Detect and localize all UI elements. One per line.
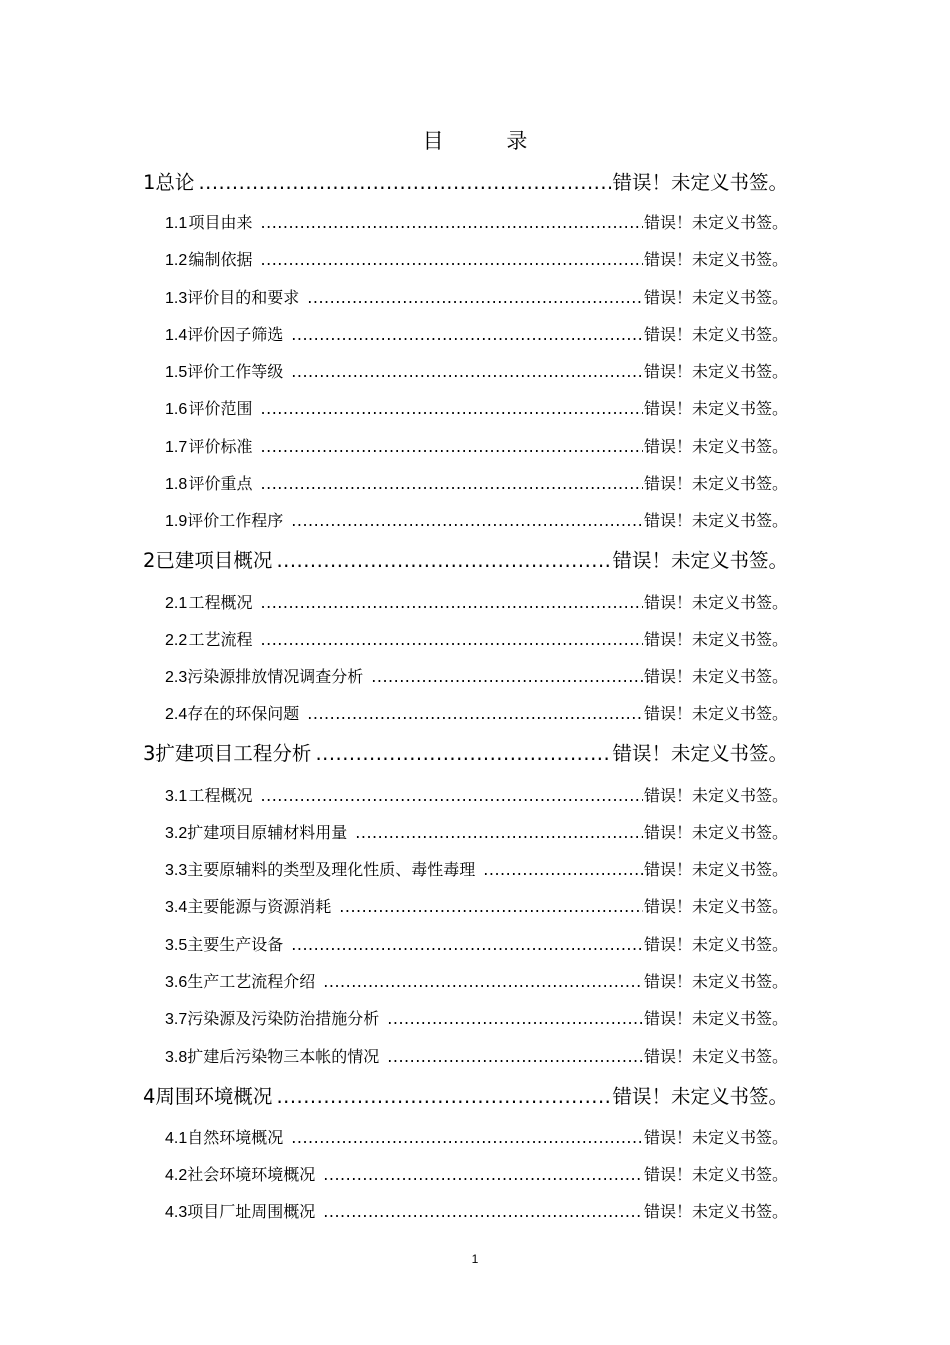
toc-entry-page-ref: 错误！未定义书签。 [643, 823, 788, 842]
toc-section-entry[interactable] [0, 590, 950, 613]
toc-section-entry[interactable] [0, 210, 950, 233]
toc-section-entry[interactable] [0, 1044, 950, 1067]
dot-leader [291, 325, 643, 344]
toc-entry-label: 评价工作等级 [187, 362, 284, 381]
toc-title: 目 录 [422, 129, 556, 153]
toc-section-entry[interactable] [0, 471, 950, 494]
dot-leader [261, 630, 643, 649]
toc-entry-number: 1.4 [165, 327, 188, 344]
toc-entry-number: 1.1 [165, 215, 188, 232]
toc-entry-page-ref: 错误！未定义书签。 [643, 704, 788, 723]
toc-entry-number: 1.2 [165, 252, 188, 269]
dot-leader [291, 935, 643, 954]
toc-entry-page-ref: 错误！未定义书签。 [643, 972, 788, 991]
toc-section-entry[interactable] [0, 932, 950, 955]
toc-entry-label: 评价目的和要求 [187, 288, 300, 307]
toc-entry-page-ref: 错误！未定义书签。 [643, 437, 788, 456]
toc-section-entry[interactable] [0, 247, 950, 270]
dot-leader [261, 786, 643, 805]
toc-entry-page-ref: 错误！未定义书签。 [612, 1085, 788, 1108]
toc-section-entry[interactable] [0, 1162, 950, 1185]
toc-entry-number: 3.4 [165, 899, 188, 916]
toc-entry-label: 存在的环保问题 [187, 704, 300, 723]
toc-section-entry[interactable] [0, 969, 950, 992]
toc-entry-number: 3.6 [165, 974, 188, 991]
toc-entry-number: 1.6 [165, 401, 188, 418]
toc-entry-label: 评价重点 [188, 474, 253, 493]
toc-entry-number: 3.3 [165, 862, 188, 879]
toc-entry-number: 1.8 [165, 476, 188, 493]
toc-entry-number: 3.1 [165, 788, 188, 805]
toc-entry-number: 4.1 [165, 1130, 188, 1147]
toc-entry-number: 4.3 [165, 1204, 188, 1221]
toc-entry-page-ref: 错误！未定义书签。 [643, 213, 788, 232]
toc-entry-label: 污染源排放情况调查分析 [187, 667, 364, 686]
toc-entry-number: 3.7 [165, 1011, 188, 1028]
dot-leader [307, 288, 643, 307]
toc-section-entry[interactable] [0, 820, 950, 843]
toc-entry-label: 评价因子筛选 [187, 325, 284, 344]
dot-leader [483, 860, 643, 879]
toc-entry-label: 工程概况 [188, 593, 253, 612]
dot-leader [198, 171, 611, 194]
toc-chapter-entry[interactable] [0, 545, 950, 573]
dot-leader [387, 1009, 643, 1028]
dot-leader [307, 704, 643, 723]
toc-entry-number: 2.2 [165, 632, 188, 649]
toc-section-entry[interactable] [0, 434, 950, 457]
dot-leader [339, 897, 643, 916]
toc-section-entry[interactable] [0, 1125, 950, 1148]
toc-entry-label: 工艺流程 [188, 630, 253, 649]
toc-entry-page-ref: 错误！未定义书签。 [612, 742, 788, 765]
toc-entry-label: 项目由来 [188, 213, 253, 232]
toc-entry-page-ref: 错误！未定义书签。 [643, 860, 788, 879]
toc-entry-number: 1.9 [165, 513, 188, 530]
dot-leader [276, 549, 611, 572]
toc-entry-number: 1.7 [165, 439, 188, 456]
toc-section-entry[interactable] [0, 396, 950, 419]
dot-leader [355, 823, 643, 842]
dot-leader [261, 213, 643, 232]
toc-entry-number: 1 [143, 171, 156, 194]
toc-section-entry[interactable] [0, 857, 950, 880]
toc-entry-label: 编制依据 [188, 250, 253, 269]
toc-entry-page-ref: 错误！未定义书签。 [643, 250, 788, 269]
toc-entry-page-ref: 错误！未定义书签。 [643, 897, 788, 916]
toc-entry-label: 自然环境概况 [187, 1128, 284, 1147]
toc-entry-number: 1.5 [165, 364, 188, 381]
toc-entry-page-ref: 错误！未定义书签。 [643, 593, 788, 612]
dot-leader [291, 362, 643, 381]
toc-section-entry[interactable] [0, 359, 950, 382]
dot-leader [276, 1085, 611, 1108]
toc-entry-page-ref: 错误！未定义书签。 [643, 474, 788, 493]
toc-entry-number: 3.8 [165, 1049, 188, 1066]
dot-leader [261, 474, 643, 493]
toc-section-entry[interactable] [0, 701, 950, 724]
dot-leader [261, 399, 643, 418]
toc-entry-page-ref: 错误！未定义书签。 [612, 549, 788, 572]
dot-leader [315, 742, 611, 765]
toc-entry-page-ref: 错误！未定义书签。 [612, 171, 788, 194]
toc-entry-page-ref: 错误！未定义书签。 [643, 1047, 788, 1066]
toc-section-entry[interactable] [0, 1199, 950, 1222]
toc-entry-page-ref: 错误！未定义书签。 [643, 935, 788, 954]
toc-entry-number: 2.4 [165, 706, 188, 723]
toc-entry-page-ref: 错误！未定义书签。 [643, 325, 788, 344]
toc-section-entry[interactable] [0, 664, 950, 687]
toc-entry-label: 已建项目概况 [155, 549, 273, 572]
toc-entry-page-ref: 错误！未定义书签。 [643, 1128, 788, 1147]
toc-entry-label: 扩建后污染物三本帐的情况 [187, 1047, 380, 1066]
toc-entry-label: 工程概况 [188, 786, 253, 805]
toc-entry-label: 评价工作程序 [187, 511, 284, 530]
toc-entry-page-ref: 错误！未定义书签。 [643, 1202, 788, 1221]
toc-entry-page-ref: 错误！未定义书签。 [643, 288, 788, 307]
toc-entry-page-ref: 错误！未定义书签。 [643, 1009, 788, 1028]
toc-entry-label: 项目厂址周围概况 [187, 1202, 316, 1221]
toc-entry-label: 社会环境环境概况 [187, 1165, 316, 1184]
toc-section-entry[interactable] [0, 285, 950, 308]
toc-entry-page-ref: 错误！未定义书签。 [643, 399, 788, 418]
toc-section-entry[interactable] [0, 894, 950, 917]
toc-section-entry[interactable] [0, 322, 950, 345]
toc-chapter-entry[interactable] [0, 167, 950, 195]
toc-entry-number: 3.5 [165, 937, 188, 954]
toc-entry-page-ref: 错误！未定义书签。 [643, 511, 788, 530]
toc-entry-number: 4.2 [165, 1167, 188, 1184]
toc-entry-label: 总论 [155, 171, 195, 194]
dot-leader [323, 1202, 643, 1221]
toc-entry-number: 2 [143, 549, 156, 572]
toc-section-entry[interactable] [0, 1006, 950, 1029]
toc-entry-number: 2.3 [165, 669, 188, 686]
toc-section-entry[interactable] [0, 508, 950, 531]
toc-entry-label: 污染源及污染防治措施分析 [187, 1009, 380, 1028]
toc-entry-label: 评价标准 [188, 437, 253, 456]
dot-leader [261, 250, 643, 269]
toc-entry-page-ref: 错误！未定义书签。 [643, 786, 788, 805]
dot-leader [371, 667, 643, 686]
toc-section-entry[interactable] [0, 627, 950, 650]
toc-chapter-entry[interactable] [0, 738, 950, 766]
toc-entry-label: 周围环境概况 [155, 1085, 273, 1108]
toc-entry-page-ref: 错误！未定义书签。 [643, 1165, 788, 1184]
toc-chapter-entry[interactable] [0, 1081, 950, 1109]
dot-leader [291, 511, 643, 530]
toc-entry-page-ref: 错误！未定义书签。 [643, 362, 788, 381]
toc-entry-number: 2.1 [165, 595, 188, 612]
dot-leader [261, 593, 643, 612]
toc-entry-page-ref: 错误！未定义书签。 [643, 630, 788, 649]
dot-leader [261, 437, 643, 456]
toc-entry-label: 生产工艺流程介绍 [187, 972, 316, 991]
toc-entry-number: 4 [143, 1085, 156, 1108]
toc-entry-label: 扩建项目工程分析 [155, 742, 312, 765]
toc-entry-page-ref: 错误！未定义书签。 [643, 667, 788, 686]
toc-section-entry[interactable] [0, 783, 950, 806]
dot-leader [387, 1047, 643, 1066]
toc-entry-label: 评价范围 [188, 399, 253, 418]
toc-entry-number: 3.2 [165, 825, 188, 842]
toc-entry-label: 主要能源与资源消耗 [187, 897, 332, 916]
dot-leader [323, 972, 643, 991]
toc-entry-number: 1.3 [165, 290, 188, 307]
toc-entry-label: 扩建项目原辅材料用量 [187, 823, 348, 842]
dot-leader [291, 1128, 643, 1147]
toc-entry-label: 主要原辅料的类型及理化性质、毒性毒理 [187, 860, 476, 879]
toc-entry-number: 3 [143, 742, 156, 765]
dot-leader [323, 1165, 643, 1184]
toc-entry-label: 主要生产设备 [187, 935, 284, 954]
page-number: 1 [471, 1252, 479, 1266]
